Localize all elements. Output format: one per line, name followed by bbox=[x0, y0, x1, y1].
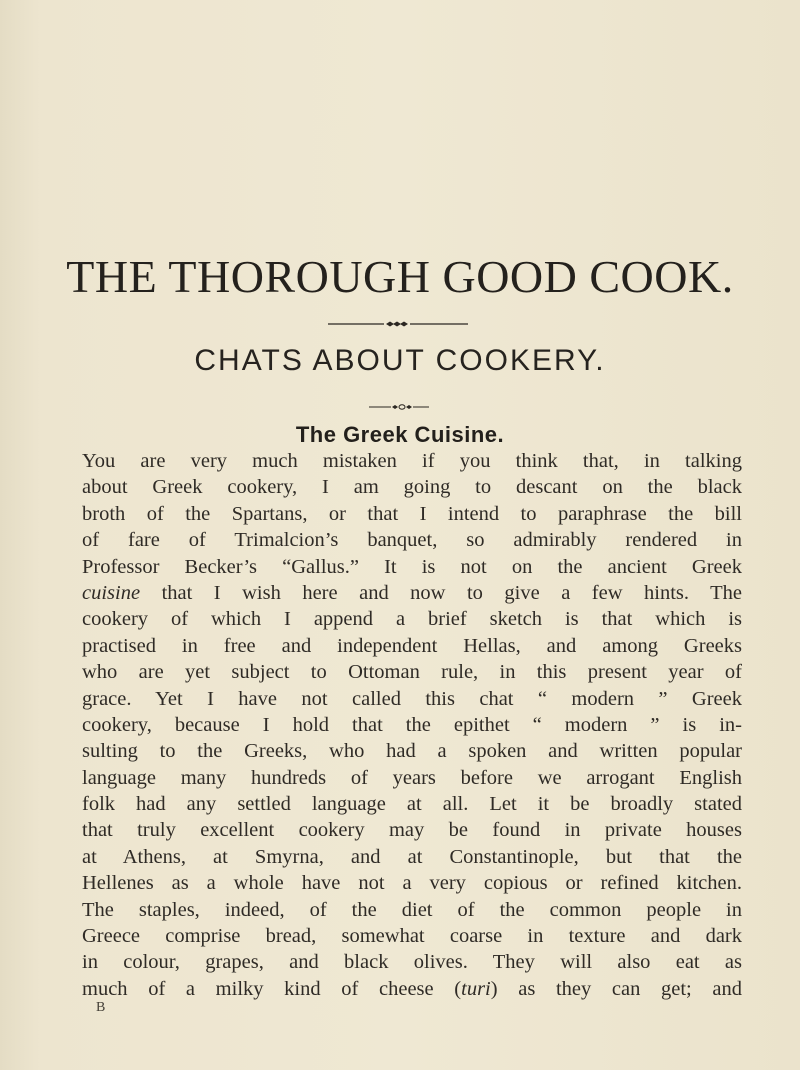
text-line: grace. Yet I have not called this chat “ modern ” Greek bbox=[82, 687, 742, 710]
text-line-with-italic bbox=[82, 976, 742, 1002]
text-fragment: that I wish here and now to give a few hints. The bbox=[140, 581, 742, 604]
italic-word: cuisine bbox=[82, 581, 141, 604]
text-fragment: ) as they can get; and bbox=[490, 977, 743, 1000]
text-line: about Greek cookery, I am going to descant on the black bbox=[82, 476, 742, 499]
italic-word: turi bbox=[461, 977, 491, 1000]
text-line: language many hundreds of years before we arrogant English bbox=[82, 766, 742, 789]
text-line-with-italic bbox=[82, 580, 742, 606]
rule-ornament bbox=[328, 320, 468, 328]
text-line: sulting to the Greeks, who had a spoken and written popular bbox=[82, 740, 742, 763]
page-title: THE THOROUGH GOOD COOK. bbox=[66, 251, 734, 302]
text-line: Greece comprise bread, somewhat coarse in texture and dark bbox=[82, 925, 742, 948]
text-line: The staples, indeed, of the diet of the common people in bbox=[82, 898, 742, 921]
text-line: Hellenes as a whole have not a very copious or refined kitchen. bbox=[82, 872, 742, 895]
text-line: of fare of Trimalcion’s banquet, so admirably rendered in bbox=[82, 529, 742, 552]
text-fragment: much of a milky kind of cheese ( bbox=[82, 977, 462, 1000]
small-ornament bbox=[369, 403, 429, 411]
text-line: practised in free and independent Hellas, and among Greeks bbox=[82, 634, 742, 657]
signature-mark: B bbox=[96, 1000, 106, 1015]
text-line: at Athens, at Smyrna, and at Constantinople, but that the bbox=[82, 845, 742, 868]
text-line: broth of the Spartans, or that I intend to paraphrase the bill bbox=[82, 502, 742, 525]
text-line: cookery, because I hold that the epithet “ modern ” is in- bbox=[82, 713, 742, 736]
section-heading: The Greek Cuisine. bbox=[295, 422, 505, 447]
text-line: folk had any settled language at all. Let it be broadly stated bbox=[82, 793, 742, 816]
text-line: You are very much mistaken if you think that, in talking bbox=[82, 450, 742, 472]
subtitle: CHATS ABOUT COOKERY. bbox=[194, 344, 606, 377]
text-line: in colour, grapes, and black olives. They will also eat as bbox=[82, 951, 742, 974]
text-line: Professor Becker’s “Gallus.” It is not on the ancient Greek bbox=[82, 555, 742, 578]
body-paragraph bbox=[82, 448, 742, 1002]
text-line: cookery of which I append a brief sketch is that which is bbox=[82, 608, 742, 631]
text-line: who are yet subject to Ottoman rule, in this present year of bbox=[82, 661, 742, 684]
text-line: that truly excellent cookery may be found in private houses bbox=[82, 819, 742, 842]
